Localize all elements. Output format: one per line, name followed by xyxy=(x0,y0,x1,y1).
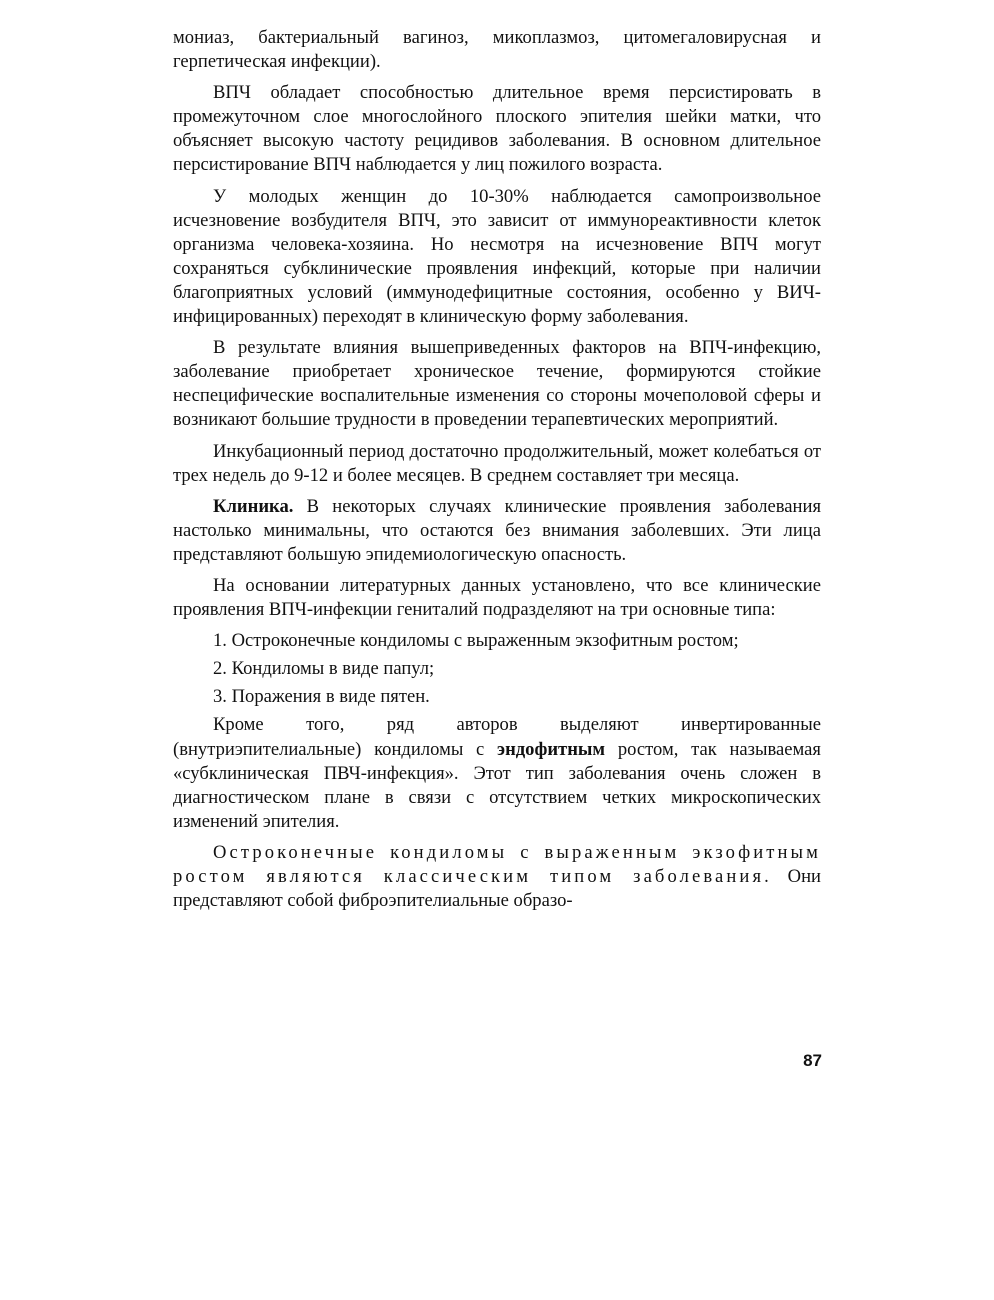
paragraph-persistence: ВПЧ обладает способностью длительное время персистировать в промежуточном слое многослойного плоского эпителия шейки матки, что объясняет высокую частоту рецидивов заболевания. В основном длительное персистирование ВПЧ наблюдается у лиц пожилого возраста. xyxy=(173,82,821,176)
list-item: 2. Кондиломы в виде папул; xyxy=(213,658,435,680)
paragraph-clinic xyxy=(173,495,821,567)
inverted-text-b: ростом, так называемая «субклиническая ПВЧ-инфекция». Этот тип заболевания очень сложен в диагностическом плане в связи с отсутствием четких микроскопических изменений эпителия. xyxy=(173,738,821,832)
list-item: 3. Поражения в виде пятен. xyxy=(213,686,430,708)
inverted-text-a: Кроме того, ряд авторов выделяют инвертированные (внутриэпителиальные) кондиломы с xyxy=(173,714,821,760)
paragraph-inverted-condylomas xyxy=(173,713,821,833)
clinic-heading: Клиника. xyxy=(213,495,294,517)
clinic-text: В некоторых случаях клинические проявления заболевания настолько минимальны, что остаются без внимания заболевших. Эти лица представляют большую эпидемиологическую опасность. xyxy=(173,495,821,565)
exophytic-normal-text: Они представляют собой фиброэпителиальные образо- xyxy=(173,866,821,912)
page-body xyxy=(173,26,821,920)
endophytic-term: эндофитным xyxy=(497,738,606,760)
paragraph-types-intro: На основании литературных данных установлено, что все клинические проявления ВПЧ-инфекции гениталий подразделяют на три основные типа: xyxy=(173,574,821,621)
paragraph-incubation: Инкубационный период достаточно продолжительный, может колебаться от трех недель до 9-12 и более месяцев. В среднем составляет три месяца. xyxy=(173,440,821,486)
paragraph-young-women: У молодых женщин до 10-30% наблюдается самопроизвольное исчезновение возбудителя ВПЧ, это зависит от иммунореактивности клеток организма человека-хозяина. Но несмотря на исчезновение ВПЧ могут сохраняться субклинические проявления инфекций, которые при наличии благоприятных условий (иммунодефицитные состояния, особенно у ВИЧ-инфицированных) переходят в клиническую форму заболевания. xyxy=(173,185,821,328)
paragraph-exophytic xyxy=(173,841,821,913)
page-number: 87 xyxy=(803,1051,822,1070)
paragraph-continuation: мониаз, бактериальный вагиноз, микоплазмоз, цитомегаловирусная и герпетическая инфекции). xyxy=(173,27,821,73)
paragraph-chronic-course: В результате влияния вышеприведенных факторов на ВПЧ-инфекцию, заболевание приобретает хроническое течение, формируются стойкие неспецифические воспалительные изменения со стороны мочеполовой сферы и возникают большие трудности в проведении терапевтических мероприятий. xyxy=(173,337,821,431)
list-item: 1. Остроконечные кондиломы с выраженным экзофитным ростом; xyxy=(213,630,739,652)
exophytic-spaced-text: Остроконечные кондиломы с выраженным экзофитным ростом являются классическим типом заболевания. xyxy=(173,841,821,887)
